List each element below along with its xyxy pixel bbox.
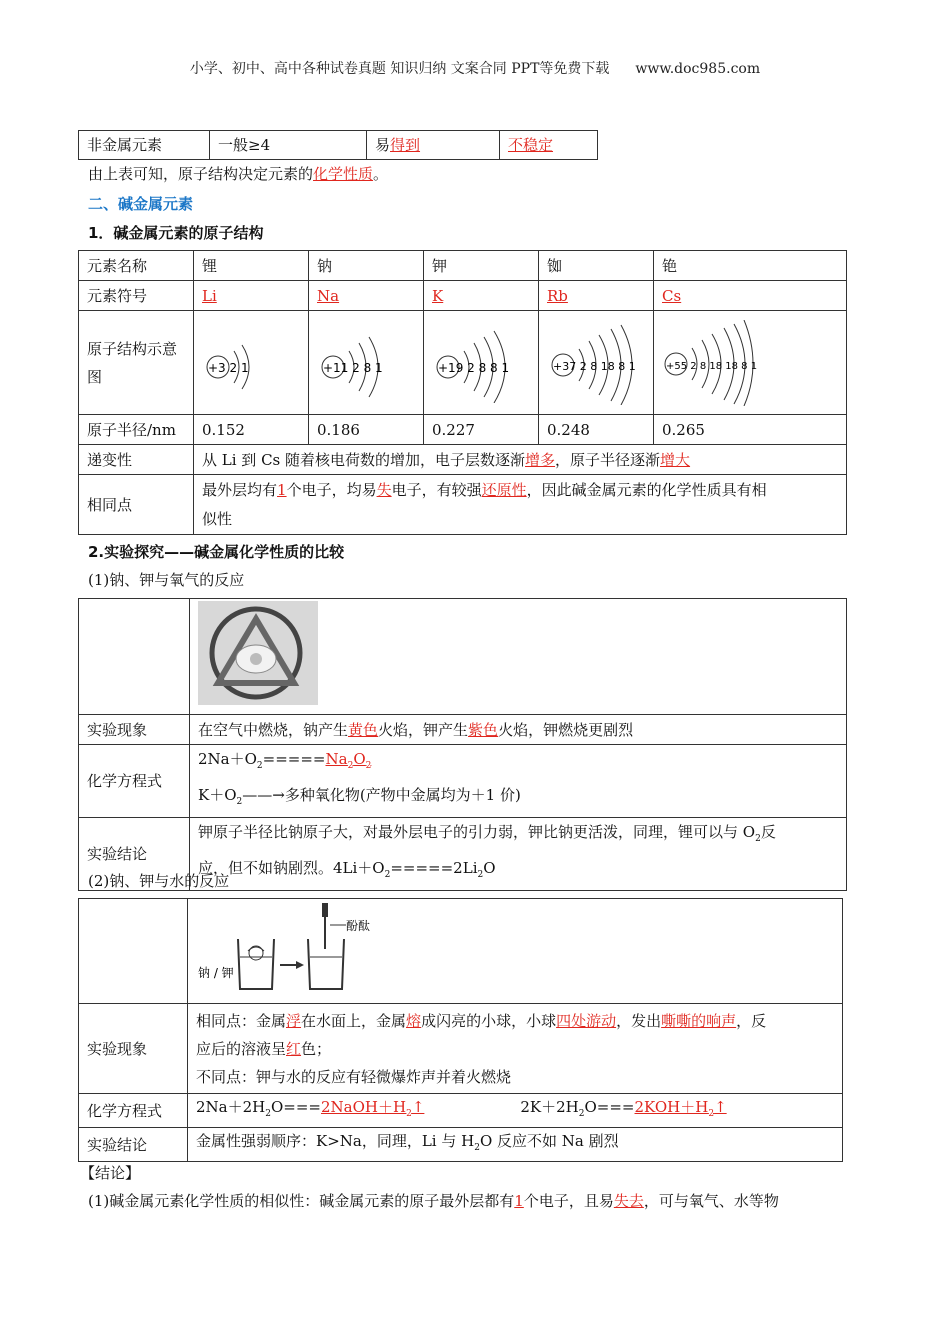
- table-row: [79, 899, 843, 1004]
- exp1-title: (1)钠、钾与氧气的反应: [88, 571, 245, 589]
- empty-cell: [79, 599, 190, 715]
- page-header: [0, 58, 950, 78]
- subsection-title-2: 2.实验探究——碱金属化学性质的比较: [88, 543, 345, 561]
- atom-diagram-na: [317, 323, 413, 403]
- apparatus-image-cell: [190, 599, 847, 715]
- section-title: 二、碱金属元素: [88, 195, 194, 213]
- empty-cell: [79, 899, 188, 1004]
- atom-diagram-rb: [547, 321, 643, 405]
- stability-cell: 不稳定: [500, 131, 598, 160]
- table-row: [79, 715, 847, 745]
- element-name: 钠: [309, 251, 424, 281]
- tendency-cell: 易得到: [367, 131, 500, 160]
- element-name: 铷: [539, 251, 654, 281]
- header-text: 小学、初中、高中各种试卷真题 知识归纳 文案合同 PPT等免费下载: [189, 61, 610, 77]
- phenomenon-text: 在空气中燃烧，钠产生黄色火焰，钾产生紫色火焰，钾燃烧更剧烈: [190, 715, 847, 745]
- trend-text: 从 Li 到 Cs 随着核电荷数的增加，电子层数逐渐增多，原子半径逐渐增大: [194, 445, 847, 475]
- atom-diagram: [309, 311, 424, 415]
- table-row: [79, 1004, 843, 1094]
- radius-value: 0.186: [309, 415, 424, 445]
- exp2-title: (2)钠、钾与水的反应: [88, 872, 230, 890]
- header-cell: 实验现象: [79, 715, 190, 745]
- atom-diagram: [194, 311, 309, 415]
- element-symbol: Cs: [654, 281, 847, 311]
- atom-diagram: [654, 311, 847, 415]
- table-row: [79, 445, 847, 475]
- apparatus-image-cell: [188, 899, 843, 1004]
- atom-diagram-li: [202, 323, 298, 403]
- diagram-label: +19 2 8 8 1: [438, 360, 510, 375]
- exp2-table: [78, 898, 843, 1162]
- nonmetal-cell: 非金属元素: [79, 131, 210, 160]
- header-cell: 原子结构示意图: [79, 311, 194, 415]
- same-text: 最外层均有1个电子，均易失电子，有较强还原性，因此碱金属元素的化学性质具有相 似性: [194, 475, 847, 535]
- beaker-apparatus-image: [196, 899, 396, 995]
- header-cell: 元素符号: [79, 281, 194, 311]
- element-symbol: Na: [309, 281, 424, 311]
- phenomenon-text: 相同点：金属浮在水面上，金属熔成闪亮的小球，小球四处游动，发出嘶嘶的响声，反 应后的溶液呈红色； 不同点：钾与水的反应有轻微爆炸声并着火燃烧: [188, 1004, 843, 1094]
- element-symbol: Rb: [539, 281, 654, 311]
- table-row: [79, 599, 847, 715]
- element-name: 钾: [424, 251, 539, 281]
- header-cell: 原子半径/nm: [79, 415, 194, 445]
- table-row: [79, 281, 847, 311]
- header-cell: 实验结论: [79, 818, 190, 891]
- radius-value: 0.265: [654, 415, 847, 445]
- header-site-link[interactable]: www.doc985.com: [635, 61, 761, 77]
- table-row: [79, 745, 847, 818]
- nonmetal-row-table: [78, 130, 598, 160]
- conclusion-line-1: (1)碱金属元素化学性质的相似性：碱金属元素的原子最外层都有1个电子，且易失去，可与氧气、水等物: [88, 1192, 779, 1210]
- radius-value: 0.152: [194, 415, 309, 445]
- phenolphthalein-label: 酚酞: [346, 919, 371, 933]
- element-name: 铯: [654, 251, 847, 281]
- atom-diagram: [539, 311, 654, 415]
- radius-value: 0.248: [539, 415, 654, 445]
- diagram-label: +11 2 8 1: [323, 360, 383, 375]
- table-row: [79, 251, 847, 281]
- diagram-label: +3 2 1: [208, 360, 249, 375]
- equation-text: $2Na+2H_2O===2NaOH+H_2↑$ $2K+2H_2O===2KOH+H_2↑$: [188, 1094, 843, 1128]
- element-symbol: Li: [194, 281, 309, 311]
- element-symbol: K: [424, 281, 539, 311]
- table-row: [79, 475, 847, 535]
- diagram-label: +37 2 8 18 8 1: [553, 359, 636, 373]
- header-cell: 化学方程式: [79, 745, 190, 818]
- table-row: [79, 1094, 843, 1128]
- electron-count-cell: 一般≥4: [210, 131, 367, 160]
- header-cell: 相同点: [79, 475, 194, 535]
- summary-line: 由上表可知，原子结构决定元素的化学性质。: [88, 165, 389, 183]
- atom-diagram-k: [432, 323, 528, 403]
- metal-label: 钠 / 钾: [198, 966, 234, 980]
- header-cell: 元素名称: [79, 251, 194, 281]
- header-cell: 实验现象: [79, 1004, 188, 1094]
- subsection-title-1: 1．碱金属元素的原子结构: [88, 224, 264, 242]
- structure-table: [78, 250, 847, 535]
- table-row: [79, 1128, 843, 1162]
- header-cell: 递变性: [79, 445, 194, 475]
- diagram-label: +55 2 8 18 18 8 1: [666, 360, 758, 372]
- header-cell: 化学方程式: [79, 1094, 188, 1128]
- radius-value: 0.227: [424, 415, 539, 445]
- atom-diagram-cs: [662, 320, 762, 406]
- exp1-table: [78, 598, 847, 891]
- conclusion-text: 钾原子半径比钠原子大，对最外层电子的引力弱，钾比钠更活泼，同理，锂可以与 $O_2$反 应，但不如钠剧烈。$4Li+O_2=====2Li_2O$: [190, 818, 847, 891]
- equation-text: $2Na+O_2=====Na_2O_2$ $K+O_2——\to$多种氧化物(产物中金属均为＋1 价): [190, 745, 847, 818]
- table-row: [79, 415, 847, 445]
- table-row: [79, 311, 847, 415]
- conclusion-text: 金属性强弱顺序：K>Na，同理，Li 与 $H_2O$ 反应不如 Na 剧烈: [188, 1128, 843, 1162]
- crucible-apparatus-image: [198, 601, 318, 705]
- conclusion-title: 【结论】: [80, 1164, 141, 1182]
- header-cell: 实验结论: [79, 1128, 188, 1162]
- element-name: 锂: [194, 251, 309, 281]
- atom-diagram: [424, 311, 539, 415]
